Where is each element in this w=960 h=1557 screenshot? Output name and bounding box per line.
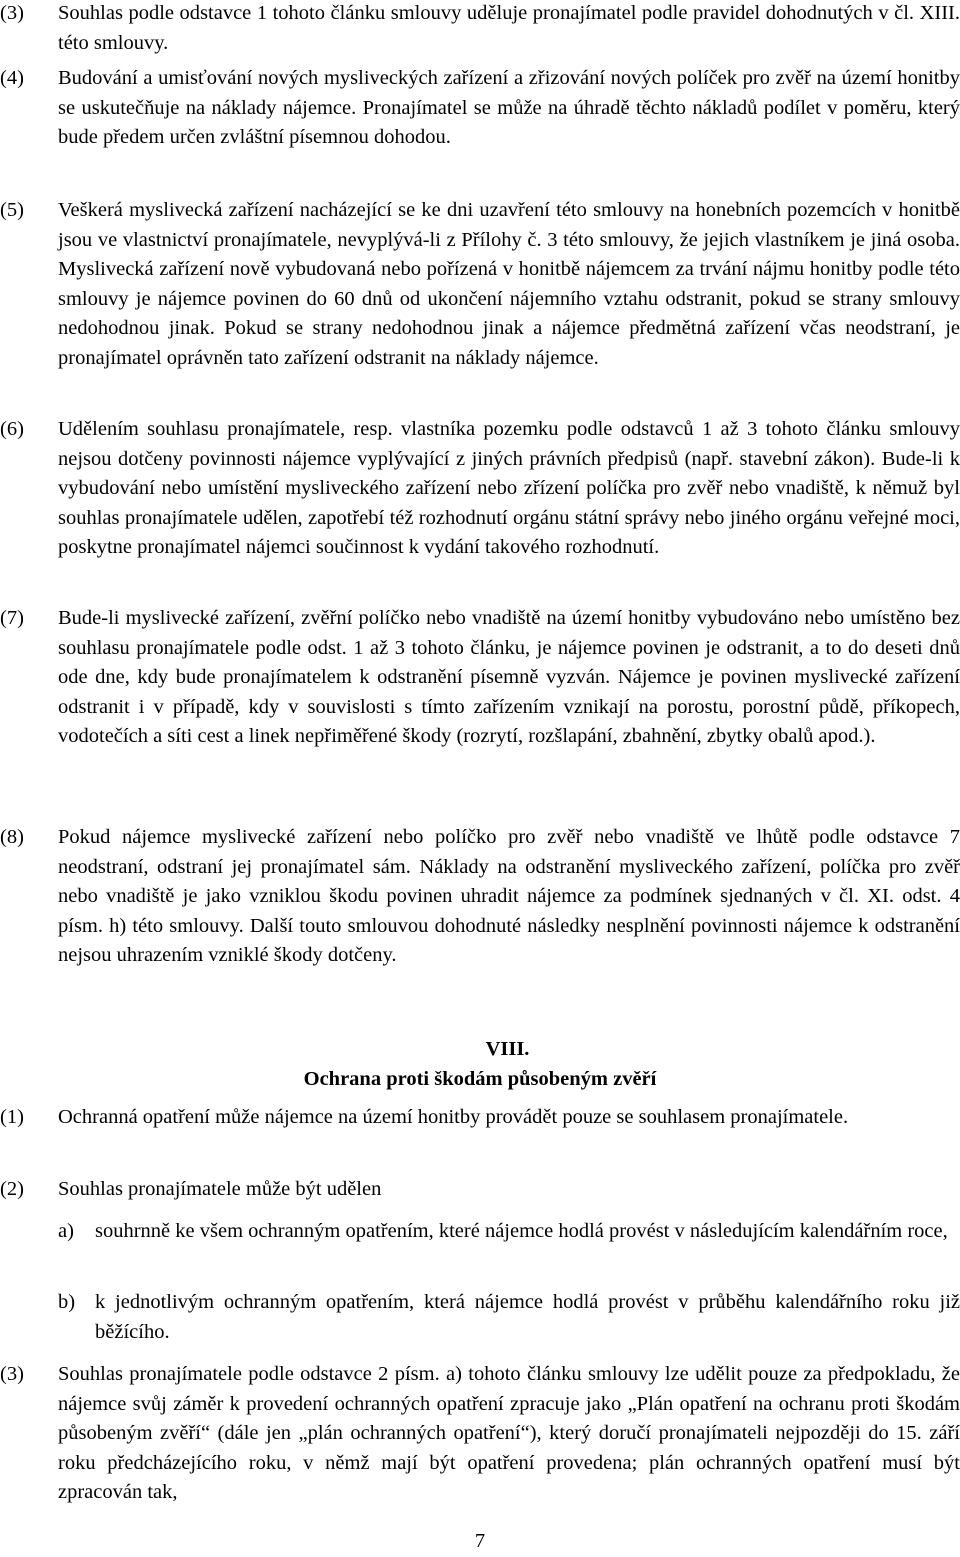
paragraph-7-5	[0, 196, 960, 374]
paragraph-7-8	[0, 823, 960, 971]
paragraph-7-4	[0, 64, 960, 153]
paragraph-number: (1)	[0, 1106, 24, 1128]
section-title: Ochrana proti škodám působeným zvěří	[303, 1067, 657, 1090]
paragraph-8-3	[0, 1360, 960, 1508]
paragraph-number: (6)	[0, 418, 24, 440]
subitem-text: souhrnně ke všem ochranným opatřením, které nájemce hodlá provést v následujícím kalendářním roce,	[95, 1220, 948, 1242]
section-number: VIII.	[485, 1038, 530, 1060]
paragraph-number: (3)	[0, 2, 24, 24]
paragraph-number: (3)	[0, 1363, 24, 1385]
subitem-a	[58, 1217, 960, 1247]
paragraph-7-7	[0, 604, 960, 752]
paragraph-text: Bude-li myslivecké zařízení, zvěřní políčko nebo vnadiště na území honitby vybudováno nebo umístěno bez souhlasu pronajímatele podle odst. 1 až 3 tohoto článku, je nájemce povinen je odstranit, a to do deseti dnů ode dne, kdy bude pronajímatelem k odstranění písemně vyzván. Nájemce je povinen myslivecké zařízení odstranit i v případě, kdy v souvislosti s tímto zařízením vznikají na porostu, porostní půdě, příkopech, vodotečích a síti cest a linek nepřiměřené škody (rozrytí, rozšlapání, zbahnění, zbytky obalů apod.).	[58, 607, 960, 748]
paragraph-text: Souhlas podle odstavce 1 tohoto článku smlouvy uděluje pronajímatel podle pravidel dohodnutých v čl. XIII. této smlouvy.	[58, 2, 960, 54]
paragraph-7-6	[0, 415, 960, 563]
subitem-letter: b)	[58, 1291, 76, 1313]
subitem-b	[58, 1288, 960, 1347]
paragraph-text: Souhlas pronajímatele může být udělen	[58, 1178, 382, 1200]
paragraph-number: (5)	[0, 199, 24, 221]
paragraph-8-2	[0, 1175, 960, 1205]
paragraph-text: Udělením souhlasu pronajímatele, resp. vlastníka pozemku podle odstavců 1 až 3 tohoto článku smlouvy nejsou dotčeny povinnosti nájemce vyplývající z jiných právních předpisů (např. stavební zákon). Bude-li k vybudování nebo umístění mysliveckého zařízení nebo zřízení políčka pro zvěř nebo vnadiště, k němuž byl souhlas pronajímatele udělen, zapotřebí též rozhodnutí orgánu státní správy nebo jiného orgánu veřejné moci, poskytne pronajímatel nájemci součinnost k vydání takového rozhodnutí.	[58, 418, 960, 559]
paragraph-text: Souhlas pronajímatele podle odstavce 2 písm. a) tohoto článku smlouvy lze udělit pouze za předpokladu, že nájemce svůj záměr k provedení ochranných opatření zpracuje jako „Plán opatření na ochranu proti škodám působeným zvěří“ (dále jen „plán ochranných opatření“), který doručí pronajímateli nejpozději do 15. září roku předcházejícího roku, v němž mají být opatření provedena; plán ochranných opatření musí být zpracován tak,	[58, 1363, 960, 1504]
section-heading	[0, 1035, 960, 1094]
paragraph-number: (8)	[0, 826, 24, 848]
page-number: 7	[474, 1530, 486, 1552]
subitem-letter: a)	[58, 1220, 74, 1242]
paragraph-text: Budování a umisťování nových mysliveckých zařízení a zřizování nových políček pro zvěř na území honitby se uskutečňuje na náklady nájemce. Pronajímatel se může na úhradě těchto nákladů podílet v poměru, který bude předem určen zvláštní písemnou dohodou.	[58, 67, 960, 149]
paragraph-number: (7)	[0, 607, 24, 629]
paragraph-8-1	[0, 1103, 960, 1133]
paragraph-number: (2)	[0, 1178, 24, 1200]
paragraph-7-3	[0, 0, 960, 58]
paragraph-number: (4)	[0, 67, 24, 89]
paragraph-text: Veškerá myslivecká zařízení nacházející se ke dni uzavření této smlouvy na honebních pozemcích v honitbě jsou ve vlastnictví pronajímatele, nevyplývá-li z Přílohy č. 3 této smlouvy, že jejich vlastníkem je jiná osoba. Myslivecká zařízení nově vybudovaná nebo pořízená v honitbě nájemcem za trvání nájmu honitby podle této smlouvy je nájemce povinen do 60 dnů od ukončení nájemního vztahu odstranit, pokud se strany smlouvy nedohodnou jinak. Pokud se strany nedohodnou jinak a nájemce předmětná zařízení včas neodstraní, je pronajímatel oprávněn tato zařízení odstranit na náklady nájemce.	[58, 199, 960, 369]
subitem-text: k jednotlivým ochranným opatřením, která nájemce hodlá provést v průběhu kalendářního roku již běžícího.	[95, 1291, 960, 1343]
paragraph-text: Ochranná opatření může nájemce na území honitby provádět pouze se souhlasem pronajímatele.	[58, 1106, 849, 1128]
paragraph-text: Pokud nájemce myslivecké zařízení nebo políčko pro zvěř nebo vnadiště ve lhůtě podle odstavce 7 neodstraní, odstraní jej pronajímatel sám. Náklady na odstranění mysliveckého zařízení, políčka pro zvěř nebo vnadiště je jako vzniklou škodu povinen uhradit nájemce za podmínek sjednaných v čl. XI. odst. 4 písm. h) této smlouvy. Další touto smlouvou dohodnuté následky nesplnění povinnosti nájemce k odstranění nejsou uhrazením vzniklé škody dotčeny.	[58, 826, 960, 967]
